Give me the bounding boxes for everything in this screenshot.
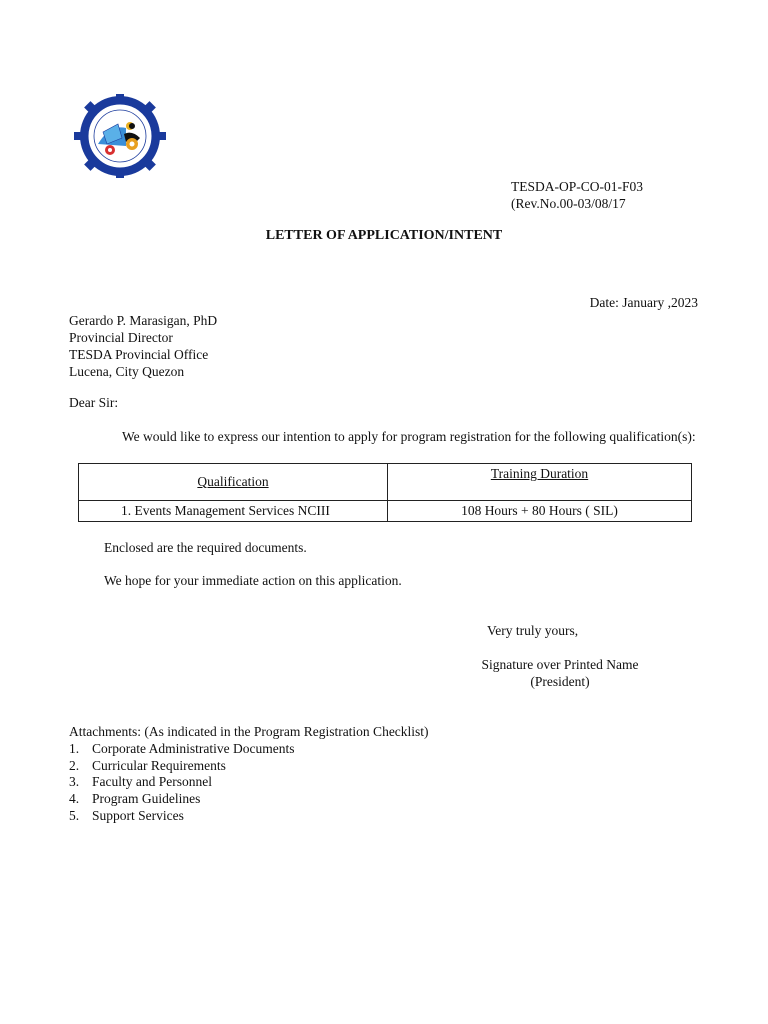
list-item-number: 4. [69, 791, 80, 807]
list-item-number: 5. [69, 807, 80, 823]
header-training-duration: Training Duration [388, 464, 692, 501]
attachments-block [69, 724, 429, 825]
date-line: Date: January ,2023 [589, 295, 698, 310]
closing-line: Very truly yours, [487, 623, 579, 638]
enclosed-line: Enclosed are the required documents. [104, 540, 307, 555]
list-item-text: Corporate Administrative Documents [92, 740, 295, 756]
cell-qualification: 1. Events Management Services NCIII [79, 501, 388, 522]
list-item [69, 741, 429, 758]
list-item [69, 774, 429, 791]
list-item [69, 791, 429, 808]
table-row [79, 501, 692, 522]
table-header-row [79, 464, 692, 501]
list-item-number: 1. [69, 740, 80, 756]
recipient-name: Gerardo P. Marasigan, PhD [69, 313, 218, 328]
list-item-text: Support Services [92, 807, 184, 823]
document-title: LETTER OF APPLICATION/INTENT [265, 228, 503, 243]
recipient-position: Provincial Director [69, 330, 173, 345]
intro-paragraph: We would like to express our intention to apply for program registration for the following qualification(s): [122, 429, 696, 444]
list-item [69, 758, 429, 775]
tesda-logo-icon [70, 94, 170, 178]
list-item-number: 2. [69, 757, 80, 773]
form-code-block [511, 178, 643, 212]
signature-block [440, 656, 680, 690]
list-item-number: 3. [69, 774, 80, 790]
form-code: TESDA-OP-CO-01-F03 [511, 179, 644, 194]
salutation: Dear Sir: [69, 395, 119, 410]
qualification-table [78, 463, 692, 522]
recipient-location: Lucena, City Quezon [69, 364, 185, 379]
recipient-office: TESDA Provincial Office [69, 347, 209, 362]
attachments-heading: Attachments: (As indicated in the Program Registration Checklist) [69, 724, 429, 739]
list-item [69, 808, 429, 825]
cell-duration: 108 Hours + 80 Hours ( SIL) [388, 501, 692, 522]
list-item-text: Curricular Requirements [92, 757, 226, 773]
revision-number: (Rev.No.00-03/08/17 [511, 196, 626, 211]
hope-line: We hope for your immediate action on this application. [104, 573, 402, 588]
signature-title: (President) [530, 674, 590, 689]
list-item-text: Faculty and Personnel [92, 774, 212, 790]
header-qualification: Qualification [79, 464, 388, 501]
signature-label: Signature over Printed Name [481, 657, 639, 672]
list-item-text: Program Guidelines [92, 791, 201, 807]
recipient-address [69, 312, 217, 380]
